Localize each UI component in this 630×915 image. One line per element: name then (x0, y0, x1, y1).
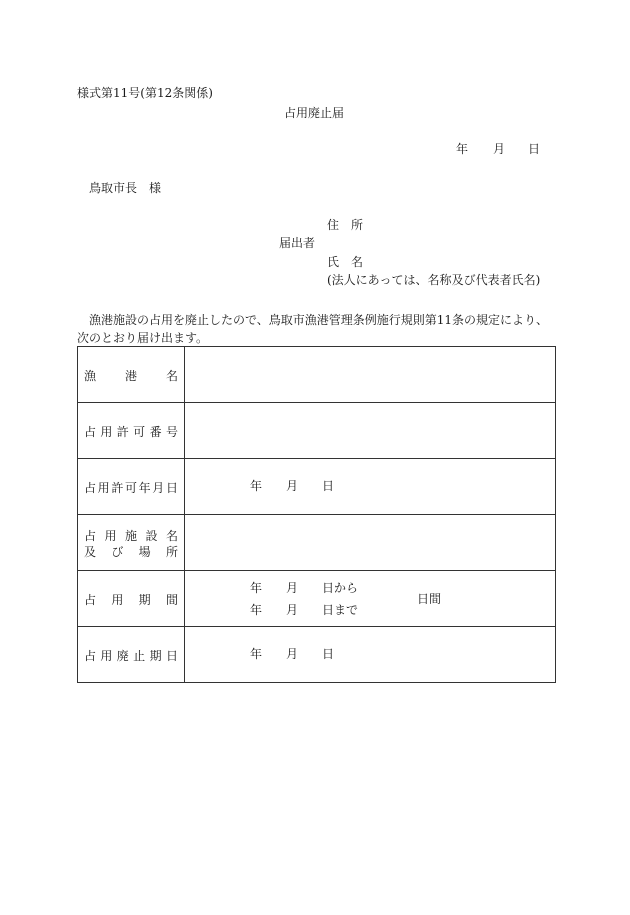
label-cell (78, 459, 185, 515)
permit-date-day: 日 (322, 479, 335, 493)
label-cell (78, 571, 185, 627)
period-from-day: 日から (322, 581, 359, 595)
page-title: 占用廃止届 (284, 106, 345, 120)
addressee: 鳥取市長 様 (89, 181, 162, 195)
label-cell (78, 627, 185, 683)
period-days: 日間 (417, 592, 442, 606)
label-cell (78, 403, 185, 459)
table-row-occupancy-period (78, 571, 556, 627)
form-number: 様式第11号(第12条関係) (77, 86, 213, 100)
name-note: (法人にあっては、名称及び代表者氏名) (327, 273, 541, 287)
period-to-year: 年 (250, 603, 263, 617)
date-year: 年 (456, 142, 469, 156)
name-label: 氏 名 (327, 255, 364, 269)
abolition-date-label: 占 用 廃 止 期 日 (84, 649, 178, 663)
table-row-port-name (78, 347, 556, 403)
permit-date-value[interactable] (185, 459, 556, 515)
date-day: 日 (528, 142, 541, 156)
permit-number-value[interactable] (185, 403, 556, 459)
facility-location-value[interactable] (185, 515, 556, 571)
port-name-value[interactable] (185, 347, 556, 403)
notification-table (77, 346, 556, 683)
date-month: 月 (493, 142, 506, 156)
label-cell (78, 515, 185, 571)
occupancy-period-value[interactable] (185, 571, 556, 627)
table-row-permit-date (78, 459, 556, 515)
address-label: 住 所 (327, 218, 364, 232)
abolition-date-value[interactable] (185, 627, 556, 683)
abolition-date-day: 日 (322, 647, 335, 661)
table-row-facility-location (78, 515, 556, 571)
period-to-month: 月 (286, 603, 299, 617)
table-row-abolition-date (78, 627, 556, 683)
permit-date-year: 年 (250, 479, 263, 493)
abolition-date-year: 年 (250, 647, 263, 661)
period-to-day: 日まで (322, 603, 359, 617)
facility-name-label: 占 用 施 設 名 (84, 529, 178, 543)
location-label: 及 び 場 所 (84, 545, 178, 559)
submitter-label: 届出者 (279, 236, 316, 250)
table-row-permit-number (78, 403, 556, 459)
permit-date-label: 占 用 許 可 年 月 日 (84, 481, 178, 495)
occupancy-period-label: 占 用 期 間 (84, 593, 178, 607)
intro-text: 漁港施設の占用を廃止したので、鳥取市漁港管理条例施行規則第11条の規定により、次のとおり届け出ます。 (77, 313, 549, 345)
permit-date-month: 月 (286, 479, 299, 493)
abolition-date-month: 月 (286, 647, 299, 661)
permit-number-label: 占 用 許 可 番 号 (84, 425, 178, 439)
period-from-month: 月 (286, 581, 299, 595)
port-name-label: 漁 港 名 (84, 369, 178, 383)
period-from-year: 年 (250, 581, 263, 595)
label-cell (78, 347, 185, 403)
